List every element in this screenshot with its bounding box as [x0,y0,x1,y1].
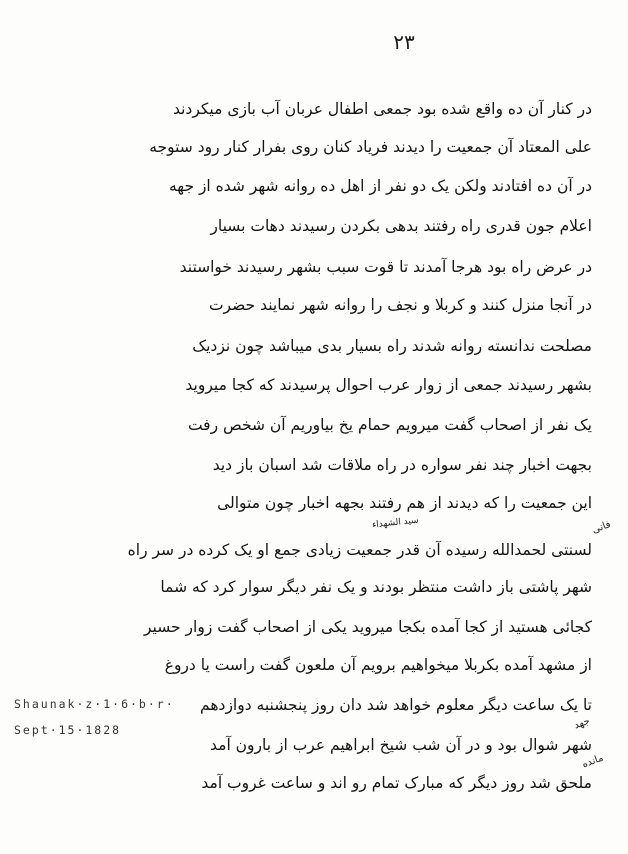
manuscript-line-4: اعلام جون قدری راه رفتند بدهی بکردن رسیدند دهات بسیار [210,217,592,235]
manuscript-line-17: شهر شوال بود و در آن شب شیخ ابراهیم عرب از بارون آمد [210,736,592,754]
archive-stamp-line-1: Shaunak·z·1·6·b·r· [14,697,175,711]
margin-note-2: جهد [572,715,592,732]
interlinear-note: سید الشهداء [371,515,420,531]
manuscript-line-12: لسنتی لحمدالله رسیده آن قدر جمعیت زیادی جمع او یک کرده در سر راه [127,541,592,559]
manuscript-line-11: این جمعیت را که دیدند از هم رفتند بجهه اخبار چون متوالی [217,494,592,512]
manuscript-line-7: مصلحت ندانسته روانه شدند راه بسیار بدی میباشد چون نزدیک [192,337,592,355]
manuscript-line-14: کجائی هستید از کجا آمده بکجا میروید یکی از اصحاب گفت زوار حسیر [143,618,592,636]
manuscript-line-16: تا یک ساعت دیگر معلوم خواهد شد دان روز پنجشنبه دوازدهم [200,696,592,714]
manuscript-line-6: در آنجا منزل کنند و کربلا و نجف را روانه شهر نمایند حضرت [208,296,592,314]
manuscript-line-8: بشهر رسیدند جمعی از زوار عرب احوال پرسیدند که کجا میروید [185,376,592,394]
margin-note-3: مانده [580,752,605,771]
manuscript-line-13: شهر پاشتی باز داشت منتظر بودند و یک نفر دیگر سوار کرد که شما [160,578,592,596]
page-number: ۲۳ [393,30,415,54]
archive-stamp-line-2: Sept·15·1828 [14,723,122,737]
manuscript-line-15: از مشهد آمده بکربلا میخواهیم برویم آن ملعون گفت راست یا دروغ [164,656,592,674]
margin-note-1: فانی [590,519,613,536]
manuscript-line-10: بجهت اخبار چند نفر سواره در راه ملاقات شد اسبان باز دید [212,456,592,474]
manuscript-line-3: در آن ده افتادند ولکن یک دو نفر از اهل ده روانه شهر شده از جهه [168,177,592,195]
manuscript-line-1: در کنار آن ده واقع شده بود جمعی اطفال عربان آب بازی میکردند [172,100,592,118]
manuscript-line-2: علی المعتاد آن جمعیت را دیدند فریاد کنان روی بفرار کنار رود ستوجه [149,138,592,156]
manuscript-line-18: ملحق شد روز دیگر که مبارک تمام رو اند و ساعت غروب آمد [201,774,592,792]
manuscript-line-5: در عرض راه بود هرجا آمدند تا قوت سبب بشهر رسیدند خواستند [179,258,592,276]
manuscript-line-9: یک نفر از اصحاب گفت میرویم حمام یخ بیاوریم آن شخص رفت [187,416,592,434]
